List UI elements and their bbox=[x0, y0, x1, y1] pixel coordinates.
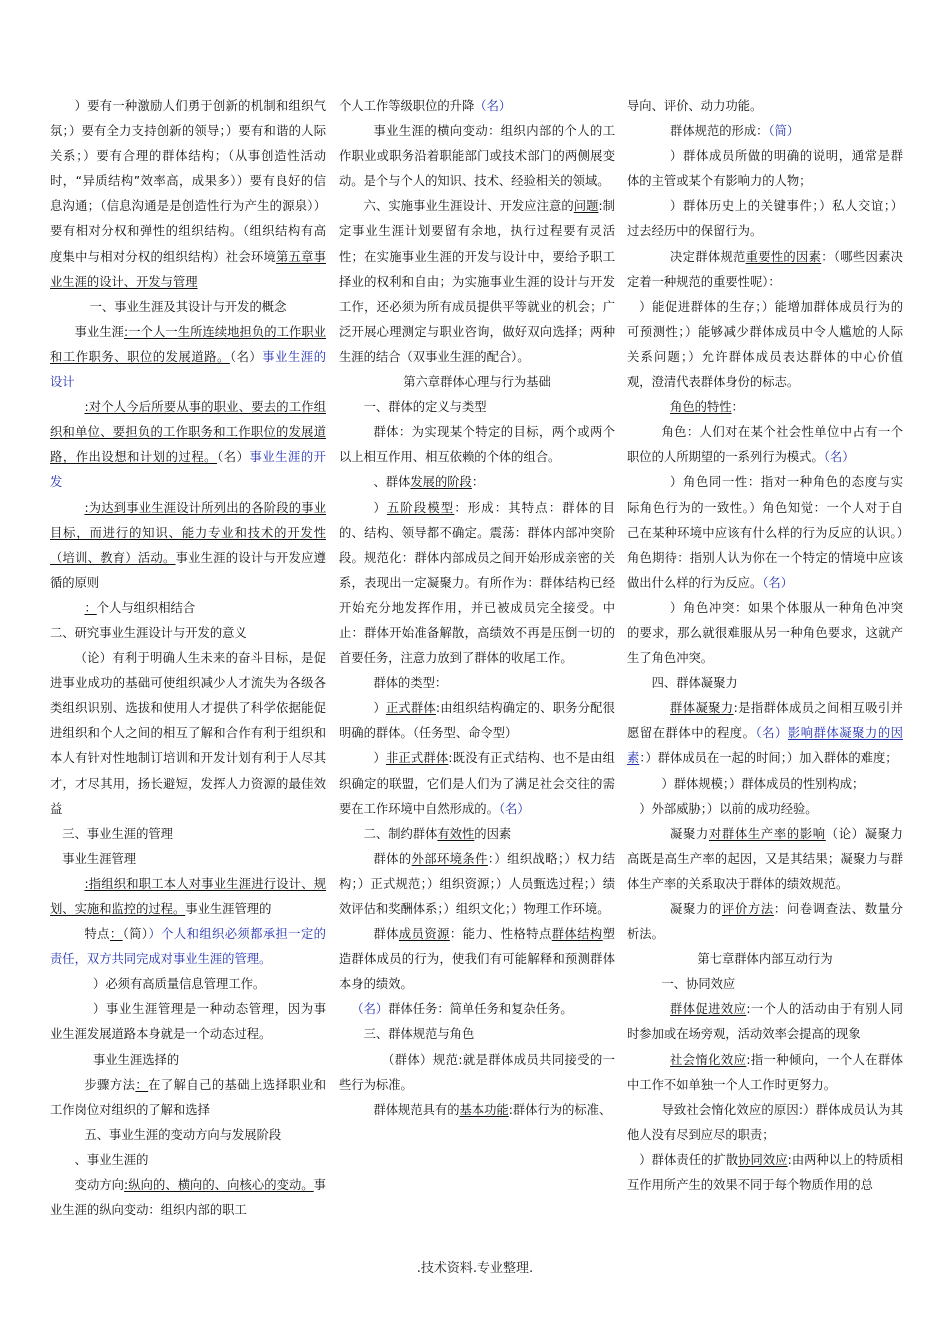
text: 、群体 bbox=[373, 475, 411, 490]
term: 评价方法 bbox=[721, 902, 774, 916]
text-column-left bbox=[50, 94, 326, 1223]
text: :既没有正式结构、也不是由组织确定的联盟，它们是人们为了满足社会交往的需要在工作环境中自然形成的。 bbox=[339, 751, 615, 816]
section-heading bbox=[50, 646, 326, 822]
text: 三、群体规范与角色 bbox=[363, 1027, 475, 1042]
tag-mark: （简） bbox=[768, 124, 800, 139]
term: :一个人一生所连续地担负的工作职业和工作职务、职位的发展道路。 bbox=[50, 324, 326, 364]
paragraph bbox=[50, 1048, 326, 1073]
text: 事业生涯管理的 bbox=[185, 902, 272, 916]
term: 影响群体凝聚力的因素 bbox=[627, 726, 903, 766]
paragraph bbox=[627, 696, 903, 771]
term: 成员资源 bbox=[398, 927, 450, 942]
text: ）群体成员所做的明确的说明，通常是群体的主管或某个有影响力的人物； bbox=[627, 149, 903, 189]
paragraph bbox=[627, 119, 903, 144]
text: ） bbox=[373, 500, 387, 515]
tag-mark: 事业生涯的开发 bbox=[50, 450, 326, 490]
term: 群体促进效应 bbox=[670, 1002, 747, 1017]
chapter-heading bbox=[50, 295, 326, 320]
text: 一、协同效应 bbox=[661, 977, 736, 992]
text: 决定群体规范 bbox=[670, 249, 746, 264]
text: 事业生涯管理 bbox=[62, 851, 137, 866]
text: ）群体责任的扩散 bbox=[639, 1152, 739, 1167]
paragraph bbox=[339, 496, 615, 672]
term: 非正式群体 bbox=[385, 751, 449, 766]
text: ：）群体成员在一起的时间；）加入群体的难度； bbox=[639, 751, 898, 766]
text: 角色：人们对在某个社会性单位中占有一个职位的人所期望的一系列行为模式。 bbox=[627, 425, 903, 465]
text: 凝聚力 bbox=[670, 826, 709, 841]
term: 基本功能 bbox=[459, 1102, 509, 1117]
text: ）事业生涯管理是一种动态管理，因为事业生涯发展道路本身就是一个动态过程。 bbox=[50, 1002, 326, 1042]
text: ：能力、性格特点 bbox=[449, 927, 552, 942]
paragraph bbox=[50, 596, 326, 621]
paragraph bbox=[627, 94, 903, 119]
text: ）要有一种激励人们勇于创新的机制和组织气氛；）要有全力支持创新的领导；）要有和谐的人际关系；）要有合理的群体结构；（从事创造性活动时，“异质结构”效率高，成果多））要有良好的信息沟通；（信息沟通是是创造性行为产生的源泉））要有相对分权和弹性的组织结构。（组织结构有高度集中与相对分权的组织结构）社会环境 bbox=[50, 99, 326, 264]
term: 重要性的因素 bbox=[745, 249, 822, 264]
paragraph bbox=[339, 420, 615, 470]
section-heading bbox=[627, 671, 903, 696]
text: 在了解自己的基础上选择职业和工作岗位对组织的了解和选择 bbox=[50, 1077, 326, 1117]
paragraph bbox=[339, 1048, 615, 1098]
text: :制定事业生涯计划要留有余地，执行过程要有灵活性；在实施事业生涯的开发与设计中，要给予职工择业的权利和自由；为实施事业生涯的设计与开发工作，还必须为所有成员提供平等就业的机会；广泛开展心理测定与职业咨询，做好双向选择；两种生涯的结合（双事业生涯的配合）。 bbox=[339, 199, 615, 364]
text: （论）凝聚力高既是高生产率的起因，又是其结果；凝聚力与群体生产率的关系取决于群体的绩效规范。 bbox=[627, 826, 903, 891]
text: 步骤方法 bbox=[84, 1077, 136, 1092]
term: :为达到事业生涯设计所列出的各阶段的事业目标，而进行的知识、能力专业和技术的开发性（培训、教育）活动。 bbox=[50, 500, 326, 565]
paragraph bbox=[50, 1073, 326, 1123]
term: 群体结构 bbox=[551, 927, 603, 942]
paragraph bbox=[339, 696, 615, 746]
text-underlined: 第五章事业生涯的设计、开发与管理 bbox=[50, 249, 326, 289]
text: 事业生涯的纵向变动：组织内部的职工 bbox=[50, 1178, 326, 1218]
text: :由两种以上的特质相互作用所产生的效果不同于每个物质作用的总 bbox=[627, 1152, 903, 1193]
text: 个人工作等级职位的升降 bbox=[339, 99, 475, 113]
text: ：（哪些因素决定着一种规范的重要性呢）： bbox=[627, 249, 903, 289]
text: 特点 bbox=[84, 927, 110, 942]
term: 社会惰化效应 bbox=[670, 1052, 747, 1067]
paragraph bbox=[339, 922, 615, 997]
text: ：形成：其特点：群体的目的、结构、领导都不确定。震荡：群体内部冲突阶段。规范化：群体内部成员之间开始形成亲密的关系，表现出一定凝聚力。有所作为：群体结构已经开始充分地发挥作用，并已被成员完全接受。中止：群体开始准备解散，高绩效不再是压倒一切的首要任务，注意力放到了群体的收尾工作。 bbox=[339, 500, 615, 666]
text: ） bbox=[373, 751, 386, 766]
text: 群体的 bbox=[373, 851, 412, 866]
paragraph bbox=[627, 596, 903, 671]
paragraph bbox=[627, 1098, 903, 1148]
paragraph bbox=[50, 997, 326, 1047]
paragraph bbox=[627, 295, 903, 395]
paragraph bbox=[50, 94, 326, 295]
term: 协同效应 bbox=[738, 1152, 788, 1167]
term: 外部环境条件 bbox=[411, 851, 488, 866]
tag-mark: 事业生涯的设计 bbox=[50, 349, 326, 390]
term: 群体凝聚力 bbox=[670, 701, 734, 716]
text: ）角色同一性：指对一种角色的态度与实际角色行为的一致性。）角色知觉：一个人对于自己在某种环境中应该有什么样的行为反应的认识。）角色期待：指别人认为你在一个特定的情境中应该做出什么样的行为反应。 bbox=[627, 475, 903, 590]
paragraph bbox=[627, 144, 903, 194]
text: ： bbox=[731, 400, 744, 415]
term: ： bbox=[84, 600, 97, 615]
text: 五、事业生涯的变动方向与发展阶段 bbox=[84, 1127, 282, 1142]
text: ）群体规模；）群体成员的性别构成； bbox=[661, 776, 865, 791]
text: 群体规范的形成： bbox=[670, 124, 769, 139]
term: ： bbox=[135, 1077, 149, 1092]
paragraph bbox=[339, 997, 615, 1022]
text: （名） bbox=[217, 450, 250, 465]
text: 四、群体凝聚力 bbox=[651, 676, 738, 691]
text-column-right bbox=[627, 94, 903, 1198]
text: 一、群体的定义与类型 bbox=[363, 400, 487, 415]
paragraph bbox=[339, 470, 615, 495]
text: 导致社会惰化效应的原因:）群体成员认为其他人没有尽到应尽的职责； bbox=[627, 1102, 903, 1142]
term: :对个人今后所要从事的职业、要去的工作组织和单位、要担负的工作职务和工作职位的发展道路，作出设想和计划的过程。 bbox=[50, 400, 326, 465]
section-heading bbox=[339, 395, 615, 420]
text: 、事业生涯的 bbox=[74, 1152, 149, 1167]
term: ： bbox=[109, 927, 123, 942]
paragraph bbox=[627, 822, 903, 897]
text-column-middle bbox=[339, 94, 615, 1123]
paragraph bbox=[339, 194, 615, 370]
section-heading bbox=[50, 847, 326, 872]
text: 事业生涯选择的 bbox=[93, 1052, 180, 1067]
paragraph bbox=[339, 746, 615, 821]
paragraph bbox=[50, 496, 326, 596]
text: 群体 bbox=[373, 927, 399, 942]
text: 个人与组织相结合 bbox=[96, 600, 196, 615]
text: （论）有利于明确人生未来的奋斗目标，是促进事业成功的基础可使组织减少人才流失为各级各类组织识别、选拔和使用人才提供了科学依据能促进组织和个人之间的相互了解和合作有利于组织和本人有针对性地制订培训和开发计划有利于人尽其才，才尽其用，扬长避短，发挥人力资源的最佳效益 bbox=[50, 651, 326, 816]
text: ）群体历史上的关键事件；）私人交谊；）过去经历中的保留行为。 bbox=[627, 199, 903, 239]
text: 群体：为实现某个特定的目标，两个或两个以上相互作用、相互依赖的个体的组合。 bbox=[339, 425, 615, 465]
chapter-heading bbox=[339, 370, 615, 395]
text: :由组织结构确定的、职务分配很明确的群体。（任务型、命令型） bbox=[339, 701, 615, 741]
paragraph bbox=[50, 621, 326, 646]
text: ）外部威胁；）以前的成功经验。 bbox=[639, 801, 818, 816]
section-heading bbox=[339, 822, 615, 847]
paragraph bbox=[339, 94, 615, 119]
text: ：）组织战略；）权力结构；）正式规范；）组织资源；）人员甄选过程；）绩效评估和奖酬体系；）组织文化；）物理工作环境。 bbox=[339, 851, 615, 916]
term: :指组织和职工本人对事业生涯进行设计、规划、实施和监控的过程。 bbox=[50, 876, 326, 916]
text: （群体）规范 bbox=[382, 1052, 459, 1067]
text: :群体行为的标准、 bbox=[508, 1102, 612, 1117]
paragraph bbox=[627, 395, 903, 420]
paragraph bbox=[50, 922, 326, 972]
text: :指一种倾向，一个人在群体中工作不如单独一个人工作时更努力。 bbox=[627, 1052, 903, 1092]
text: 塑造群体成员的行为，使我们有可能解释和预测群体本身的绩效。 bbox=[339, 927, 615, 992]
term: 问题 bbox=[573, 199, 599, 214]
paragraph bbox=[339, 1098, 615, 1123]
text: 导向、评价、动力功能。 bbox=[627, 99, 763, 113]
section-heading bbox=[339, 1022, 615, 1047]
text: 变动方向 bbox=[74, 1178, 125, 1193]
paragraph bbox=[627, 1148, 903, 1198]
paragraph bbox=[339, 847, 615, 922]
tag-mark: ）个人和组织必须都承担一定的责任，双方共同完成对事业生涯的管理。 bbox=[50, 927, 326, 967]
text: （简） bbox=[122, 927, 149, 942]
page-footer: .技术资料.专业整理. bbox=[416, 1261, 534, 1276]
paragraph bbox=[50, 320, 326, 395]
paragraph bbox=[627, 1048, 903, 1098]
term: :纵向的、横向的、向核心的变动。 bbox=[124, 1178, 314, 1193]
paragraph bbox=[627, 797, 903, 822]
term: 角色的特性 bbox=[670, 400, 732, 415]
text: 二、研究事业生涯设计与开发的意义 bbox=[50, 625, 247, 640]
section-heading bbox=[50, 1148, 326, 1173]
paragraph bbox=[627, 772, 903, 797]
text: 六、实施事业生涯设计、开发应注意的 bbox=[363, 199, 574, 214]
tag-mark: （名） bbox=[351, 1002, 389, 1017]
text: 二、制约群体 bbox=[363, 826, 438, 841]
term: 发展的阶段 bbox=[410, 475, 472, 490]
paragraph bbox=[50, 972, 326, 997]
term: 正式群体 bbox=[385, 701, 436, 716]
tag-mark: （名） bbox=[755, 726, 788, 741]
text: 三、事业生涯的管理 bbox=[62, 826, 173, 841]
term: 有效性 bbox=[437, 826, 475, 841]
section-heading bbox=[627, 972, 903, 997]
paragraph bbox=[627, 897, 903, 947]
text: ）角色冲突：如果个体服从一种角色冲突的要求，那么就很难服从另一种角色要求，这就产生了角色冲突。 bbox=[627, 600, 903, 666]
text: 群体任务：简单任务和复杂任务。 bbox=[388, 1002, 573, 1017]
paragraph bbox=[627, 997, 903, 1047]
text: ）能促进群体的生存；）能增加群体成员行为的可预测性；）能够减少群体成员中令人尴尬的人际关系问题；）允许群体成员表达群体的中心价值观，澄清代表群体身份的标志。 bbox=[627, 299, 903, 390]
text: :是指群体成员之间相互吸引并愿留在群体中的程度。 bbox=[627, 701, 903, 741]
text: 第七章群体内部互动行为 bbox=[697, 952, 833, 967]
tag-mark: （名） bbox=[498, 801, 530, 816]
text: 事业生涯 bbox=[74, 324, 125, 339]
text: ）必须有高质量信息管理工作。 bbox=[93, 977, 266, 992]
paragraph bbox=[50, 1173, 326, 1223]
paragraph bbox=[627, 470, 903, 595]
text: 第六章群体心理与行为基础 bbox=[403, 375, 551, 390]
text: （名） bbox=[229, 349, 263, 364]
text: 的因素 bbox=[474, 826, 512, 841]
term: 对群体生产率的影响 bbox=[708, 826, 826, 841]
paragraph bbox=[339, 119, 615, 194]
paragraph bbox=[627, 245, 903, 295]
text: 事业生涯的横向变动：组织内部的个人的工作职业或职务沿着职能部门或技术部门的两侧展变动。是个与个人的知识、技术、经验相关的领域。 bbox=[339, 124, 615, 189]
paragraph bbox=[50, 822, 326, 847]
paragraph bbox=[627, 194, 903, 244]
tag-mark: （名） bbox=[823, 450, 855, 465]
paragraph bbox=[50, 872, 326, 922]
text: ） bbox=[373, 701, 386, 716]
text: :一个人的活动由于有别人同时参加或在场旁观，活动效率会提高的现象 bbox=[627, 1002, 903, 1042]
text: :就是群体成员共同接受的一些行为标准。 bbox=[339, 1052, 615, 1092]
paragraph bbox=[339, 671, 615, 696]
paragraph bbox=[627, 420, 903, 470]
text: 凝聚力的 bbox=[670, 902, 722, 916]
text: 一、事业生涯及其设计与开发的概念 bbox=[89, 299, 287, 314]
term: 五阶段模型 bbox=[386, 500, 455, 515]
text: ：问卷调查法、数量分析法。 bbox=[627, 902, 903, 942]
text: 事业生涯的设计与开发应遵循的原则 bbox=[50, 550, 326, 590]
paragraph bbox=[50, 395, 326, 495]
paragraph bbox=[50, 1123, 326, 1148]
tag-mark: （名） bbox=[762, 575, 794, 590]
text: 群体规范具有的 bbox=[373, 1102, 460, 1117]
text: 群体的类型： bbox=[373, 676, 448, 691]
text: ： bbox=[471, 475, 485, 490]
tag-mark: （名） bbox=[474, 99, 512, 113]
chapter-heading bbox=[627, 947, 903, 972]
